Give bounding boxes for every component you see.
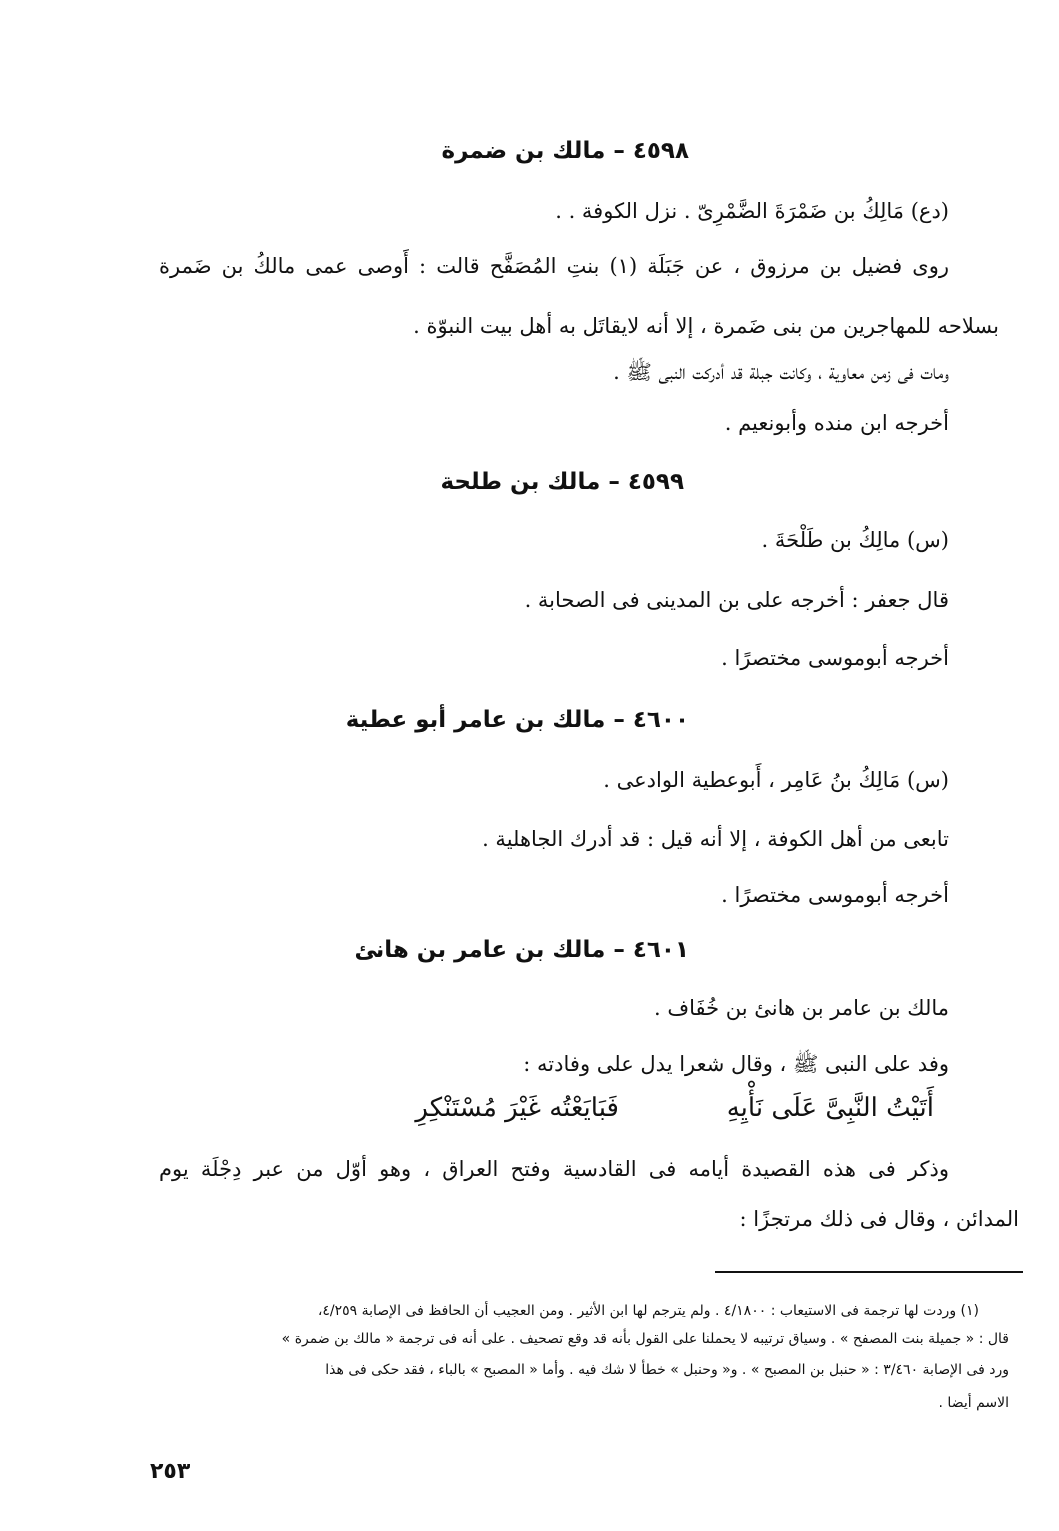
entry-heading: ٤٥٩٨ – مالك بن ضمرة bbox=[441, 138, 689, 164]
entry-heading: ٤٥٩٩ – مالك بن طلحة bbox=[440, 469, 684, 495]
entry-line: (دع) مَالِكُ بن ضَمْرَةَ الضَّمْرِىّ . نزل الكوفة . . bbox=[555, 199, 949, 223]
entry-line: أخرجه ابن منده وأبونعيم . bbox=[724, 411, 949, 435]
entry-line: روى فضيل بن مرزوق ، عن جَبَلَة (١) بنتِ المُصَفَّح قالت : أَوصى عمى مالكُ بن ضَمرة bbox=[159, 254, 949, 278]
footnote-line: قال : « جميلة بنت المصفح » . وسياق ترتيبه لا يحملنا على القول بأنه قد وقع تصحيف . على أنه فى ترجمة « مالك بن ضمرة » bbox=[281, 1331, 1009, 1347]
footnote-line: ورد فى الإصابة ٣/٤٦٠ : « حنبل بن المصبح » . و« وحنبل » خطأ لا شك فيه . وأما « المصبح » بالباء ، فقد حكى فى هذا bbox=[325, 1362, 1009, 1378]
footnote-line: (١) وردت لها ترجمة فى الاستيعاب : ٤/١٨٠٠ . ولم يترجم لها ابن الأثير . ومن العجيب أن الحافظ فى الإصابة ٤/٢٥٩، bbox=[317, 1303, 979, 1319]
entry-line: أخرجه أبوموسى مختصرًا . bbox=[721, 883, 949, 907]
entry-line: مالك بن عامر بن هانئ بن خُفَاف . bbox=[654, 996, 949, 1020]
entry-line: ومات فى زمن معاوية ، وكانت جبلة قد أدركت النبى ﷺ . bbox=[613, 360, 949, 384]
footnote-separator bbox=[715, 1271, 1023, 1273]
entry-line: (س) مَالِكُ بنُ عَامِر ، أَبوعطية الوادعى . bbox=[603, 768, 949, 792]
entry-line: وفد على النبى ﷺ ، وقال شعرا يدل على وفادته : bbox=[523, 1052, 949, 1076]
entry-line: أخرجه أبوموسى مختصرًا . bbox=[721, 646, 949, 670]
entry-line: قال جعفر : أخرجه على بن المدينى فى الصحابة . bbox=[524, 588, 949, 612]
entry-line: المدائن ، وقال فى ذلك مرتجزًا : bbox=[739, 1207, 1019, 1231]
entry-heading: ٤٦٠٠ – مالك بن عامر أبو عطية bbox=[345, 707, 689, 733]
footnote-line: الاسم أيضا . bbox=[938, 1395, 1009, 1411]
page-number: ٢٥٣ bbox=[150, 1459, 191, 1484]
verse-first-hemistich: أَتَيْتُ النَّبِىَّ عَلَى نَأْيِهِ bbox=[726, 1093, 934, 1123]
entry-line: بسلاحه للمهاجرين من بنى ضَمرة ، إلا أنه لايقاتَل به أهل بيت النبوّة . bbox=[413, 314, 999, 338]
verse-second-hemistich: فَبَايَعْتُه غَيْرَ مُسْتَنْكِرِ bbox=[415, 1093, 619, 1123]
entry-line: تابعى من أهل الكوفة ، إلا أنه قيل : قد أدرك الجاهلية . bbox=[482, 827, 949, 851]
entry-line: (س) مالِكُ بن طَلْحَةَ . bbox=[761, 528, 949, 552]
entry-heading: ٤٦٠١ – مالك بن عامر بن هانئ bbox=[354, 937, 689, 963]
entry-line: وذكر فى هذه القصيدة أيامه فى القادسية وفتح العراق ، وهو أوّل من عبر دِجْلَة يوم bbox=[159, 1157, 949, 1181]
